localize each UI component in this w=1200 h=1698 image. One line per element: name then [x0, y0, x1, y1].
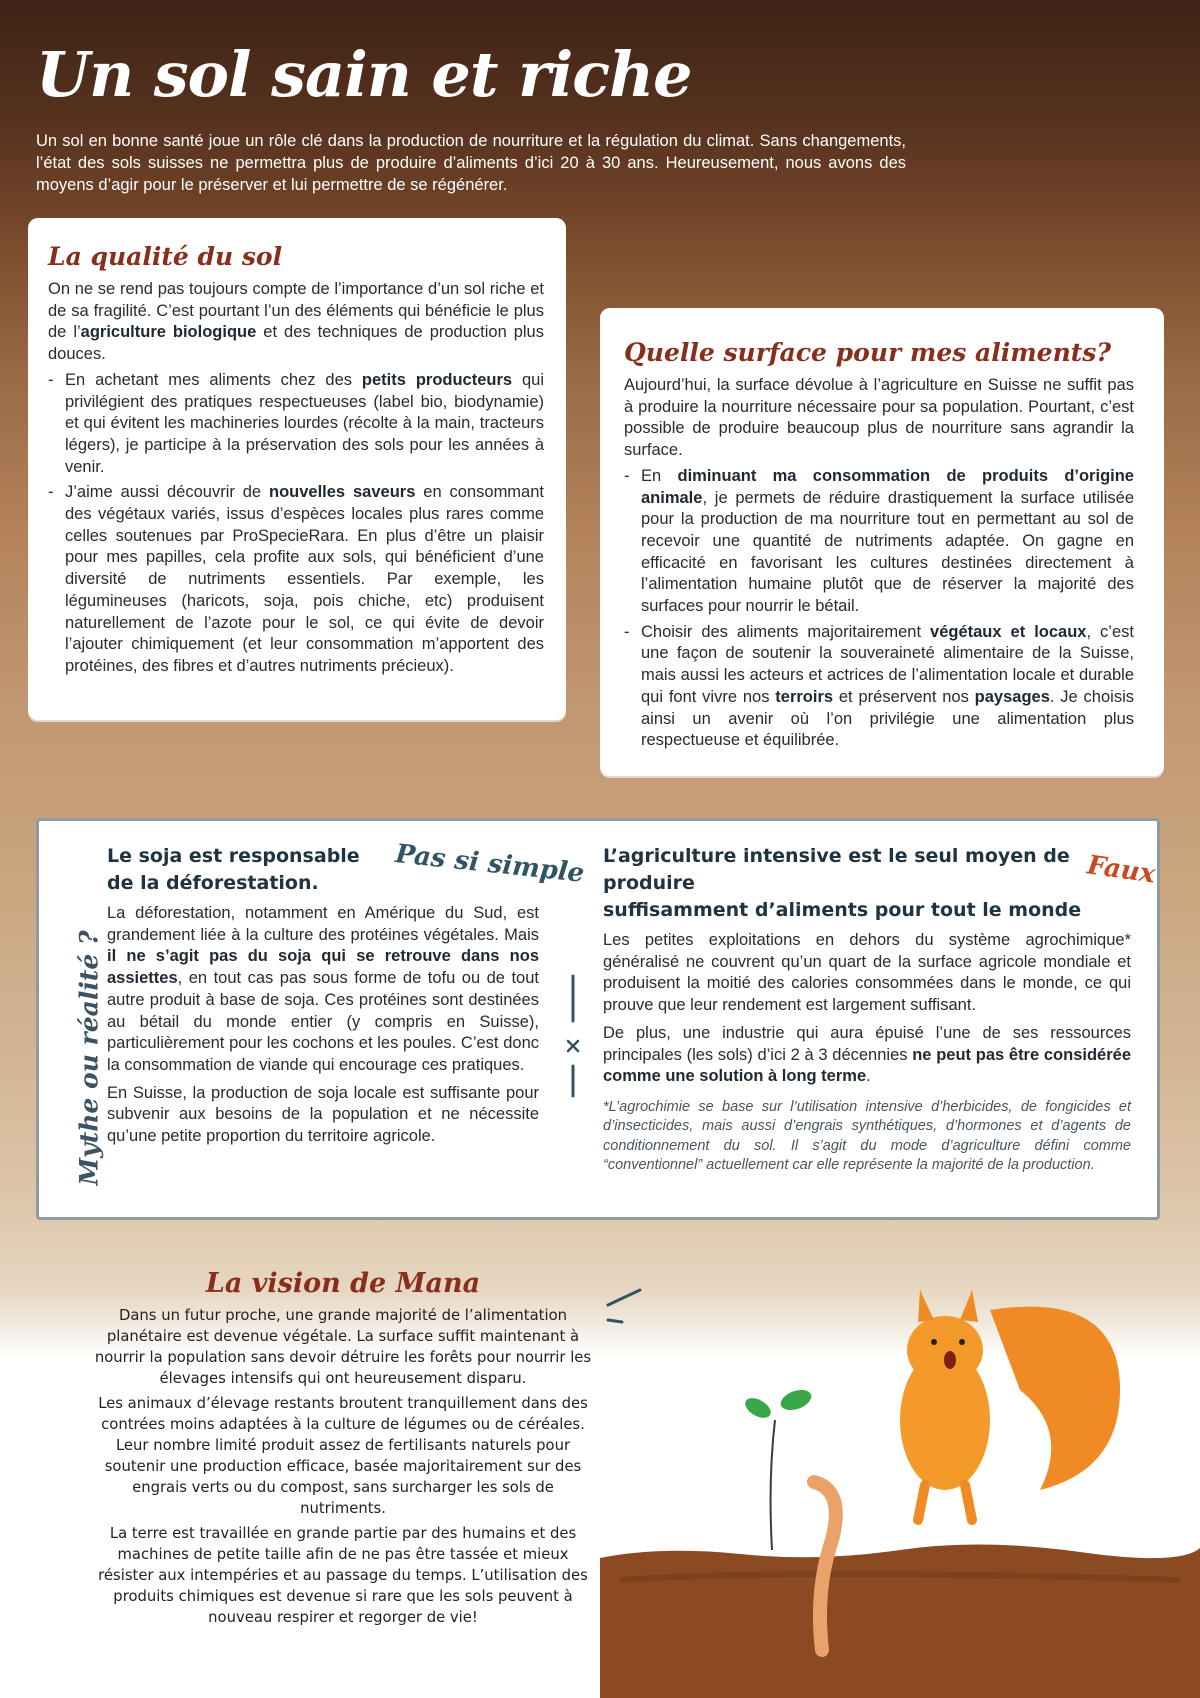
list-item: - En achetant mes aliments chez des petits producteurs qui privilégient des pratiques respectueuses (label bio, biodynamie) et qui évitent les machineries lourdes (récolte à la main, tracteurs légers), je participe à la préservation des sols pour les années à venir.	[48, 370, 544, 479]
verdict-false: Faux	[1085, 850, 1158, 890]
soil-quality-card	[28, 218, 566, 720]
list-item: - J’aime aussi découvrir de nouvelles saveurs en consommant des végétaux variés, issus d’espèces locales plus rares comme celles soutenues par ProSpecieRara. En plus d’être un plaisir pour mes papilles, cela profite aux sols, qui bénéficient d’une diversité de nutriments essentiels. Par exemple, les légumineuses (haricots, soja, pois chiche, etc) produisent naturellement de l’azote pour le sol, ce qui évite de devoir l’ajouter chimiquement (et leur consommation m’apportent des protéines, des fibres et d’autres nutriments précieux).	[48, 482, 544, 677]
mana-vision-paragraph: Les animaux d’élevage restants broutent tranquillement dans des contrées moins adaptées à la culture de légumes ou de céréales. Leur nombre limité produit assez de fertilisants naturels pour soutenir une production efficace, basée majoritairement sur des engrais verts ou du compost, sans surcharger les sols de nutriments.	[98, 1395, 588, 1517]
page-title: Un sol sain et riche	[36, 38, 692, 111]
myth-soy-heading: Le soja est responsable de la déforestation.	[107, 845, 360, 894]
myth-or-reality-box	[36, 818, 1160, 1220]
agrochemistry-footnote: *L’agrochimie se base sur l’utilisation intensive d’herbicides, de fongicides et d’insecticides, mais aussi d’engrais synthétiques, d’hormones et d’agents de conditionnement du sol. Il s’agit du mode d’agriculture défini comme “conventionnel” actuellement car elle représente la majorité de la production.	[603, 1098, 1131, 1174]
mana-vision-heading: La vision de Mana	[205, 1268, 481, 1299]
soil-ground	[600, 1544, 1200, 1698]
divider-mark-icon	[563, 971, 583, 1101]
sprout-icon	[742, 1386, 814, 1550]
squirrel-worm-illustration	[600, 1250, 1200, 1698]
myth-intensive-paragraph: Les petites exploitations en dehors du système agrochimique* généralisé ne couvrent qu’un quart de la surface agricole mondiale et produisent la moitié des calories consommées dans le monde, ce qui prouve que leur rendement est largement suffisant.	[603, 931, 1131, 1015]
food-surface-list	[624, 466, 1134, 752]
intro-text: Un sol en bonne santé joue un rôle clé dans la production de nourriture et la régulation du climat. Sans changements, l’état des sols suisses ne permettra plus de produire d’aliments d’ici 20 à 30 ans. Heureusement, nous avons des moyens d’agir pour le préserver et lui permettre de se régénérer.	[36, 132, 906, 194]
soil-quality-heading: La qualité du sol	[48, 242, 283, 271]
myth-intensive-heading: L’agriculture intensive est le seul moyen de produire suffisamment d’aliments pour tout le monde	[603, 845, 1082, 921]
myth-soy-column	[107, 843, 539, 1148]
list-item: - En diminuant ma consommation de produits d’origine animale, je permets de réduire drastiquement la surface utilisée pour la production de ma nourriture tout en permettant au sol de recevoir une quantité de nutriments adaptée. On gagne en efficacité en favorisant les cultures destinées directement à l’alimentation humaine plutôt que de réserver la majorité des surfaces pour nourrir le bétail.	[624, 466, 1134, 618]
soil-quality-list	[48, 370, 544, 678]
list-item: - Choisir des aliments majoritairement végétaux et locaux, c’est une façon de soutenir la souveraineté alimentaire de la Suisse, mais aussi les acteurs et actrices de l’alimentation locale et durable qui font vivre nos terroirs et préservent nos paysages. Je choisis ainsi un avenir où l’on privilégie une alimentation plus respectueuse et équilibrée.	[624, 622, 1134, 752]
mana-vision-paragraph: Dans un futur proche, une grande majorité de l’alimentation planétaire est devenue végétale. La surface suffit maintenant à nourrir la population sans devoir détruire les forêts pour nourrir les élevages intensifs qui ont heureusement disparu.	[94, 1307, 592, 1387]
food-surface-card	[600, 308, 1164, 776]
myth-soy-paragraph: La déforestation, notamment en Amérique du Sud, est grandement liée à la culture des protéines végétales. Mais il ne s’agit pas du soja qui se retrouve dans nos assiettes, en tout cas pas sous forme de tofu ou de tout autre produit à base de soja. Ces protéines sont destinées au bétail du monde entier (y compris en Suisse), particulièrement pour les cochons et les poules. C’est donc la consommation de viande qui encourage ces pratiques.	[107, 904, 539, 1074]
exclamation-mark-icon	[600, 1280, 640, 1322]
food-surface-intro: Aujourd’hui, la surface dévolue à l’agriculture en Suisse ne suffit pas à produire la nourriture nécessaire pour sa population. Pourtant, c’est possible de produire beaucoup plus de nourriture sans agrandir la surface.	[624, 376, 1134, 460]
food-surface-heading: Quelle surface pour mes aliments?	[624, 338, 1112, 367]
verdict-not-so-simple: Pas si simple	[393, 839, 586, 889]
myth-intensive-column	[603, 843, 1131, 1176]
myth-soy-paragraph-2: En Suisse, la production de soja locale est suffisante pour subvenir aux besoins de la population et ne nécessite qu’une petite proportion du territoire agricole.	[107, 1083, 539, 1146]
mana-vision-section	[88, 1268, 598, 1632]
squirrel-icon	[900, 1290, 1120, 1520]
mana-vision-paragraph: La terre est travaillée en grande partie par des humains et des machines de petite taille afin de ne pas être tassée et mieux résister aux intempéries et au passage du temps. L’utilisation des produits chimiques est devenue si rare que les sols peuvent à nouveau respirer et regorger de vie!	[98, 1525, 588, 1626]
myth-side-label: Mythe ou réalité ?	[74, 930, 104, 1186]
soil-quality-intro: On ne se rend pas toujours compte de l’importance d’un sol riche et de sa fragilité. C’est pourtant l’un des éléments qui bénéficie le plus de l’agriculture biologique et des techniques de production plus douces.	[48, 280, 544, 364]
myth-intensive-paragraph-2: De plus, une industrie qui aura épuisé l’une de ses ressources principales (les sols) d’ici 2 à 3 décennies ne peut pas être considérée comme une solution à long terme.	[603, 1023, 1131, 1086]
